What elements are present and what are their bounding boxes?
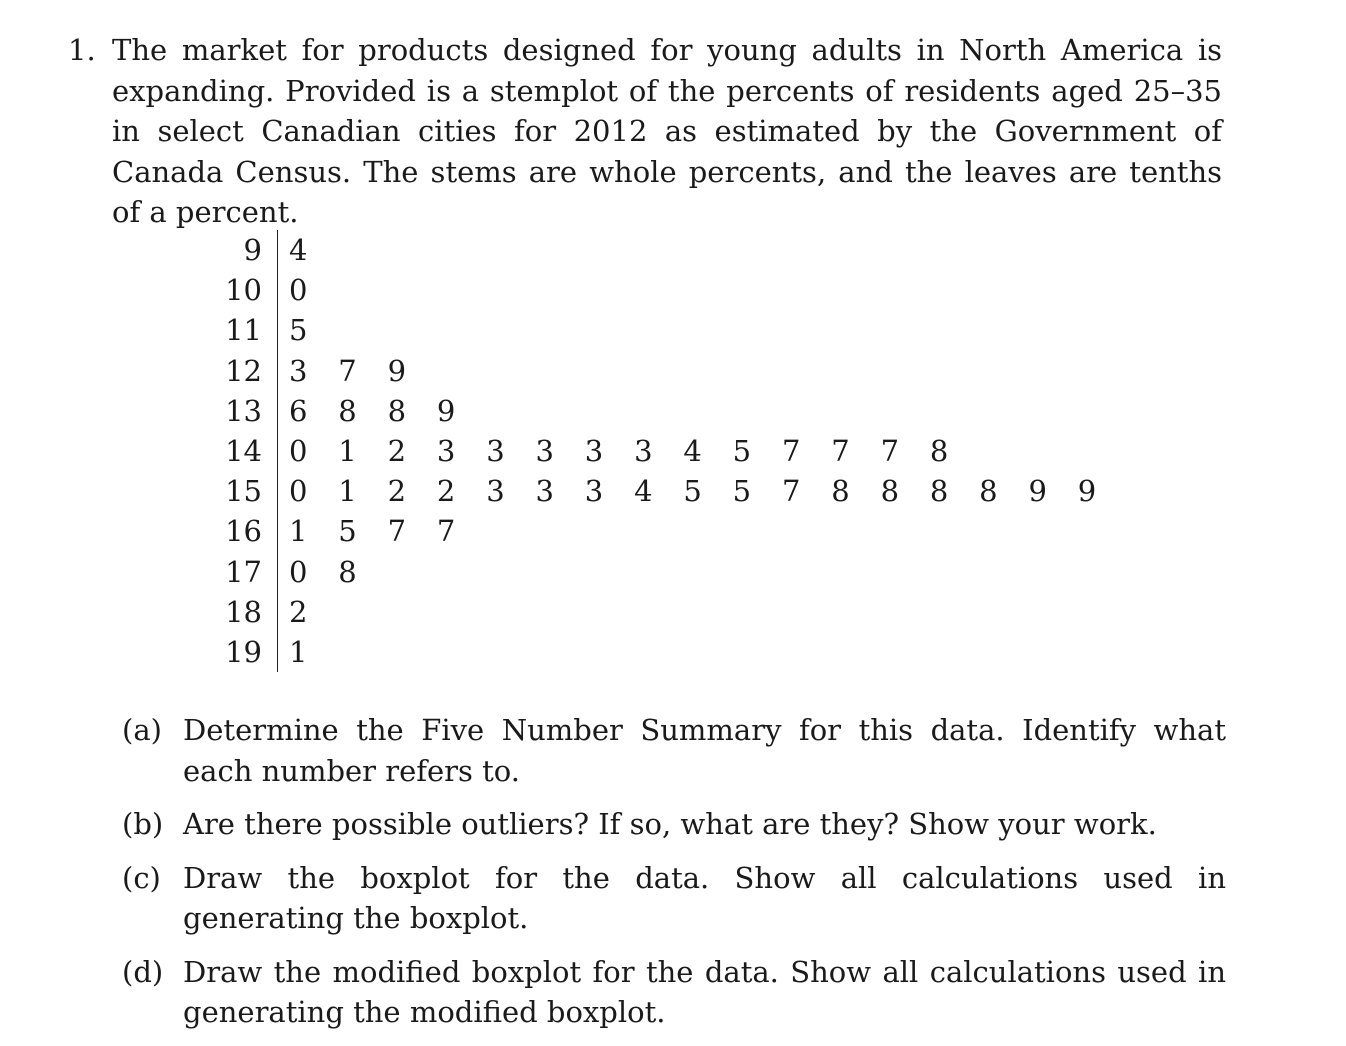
leaf: 8 <box>929 474 949 509</box>
leaf: 8 <box>831 474 850 509</box>
stemplot <box>205 230 1127 672</box>
stemplot-row <box>205 552 1127 592</box>
leaves <box>278 592 1128 632</box>
leaf: 4 <box>289 233 308 267</box>
leaf: 8 <box>880 474 900 509</box>
leaves <box>278 351 1128 391</box>
part-text: Draw the modified boxplot for the data. Show all calculations used in generating the modified boxplot. <box>183 954 1226 1029</box>
leaf: 3 <box>535 434 554 469</box>
stem: 11 <box>205 310 278 350</box>
leaf: 5 <box>683 474 702 509</box>
problem-text: The market for products designed for young adults in North America is expanding. Provided is a stemplot of the percents of residents aged 25–35 in select Canadian cities for 2012 as estimated by the Government of Canada Census. The stems are whole percents, and the leaves are tenths of a percent. <box>112 33 1222 229</box>
leaf: 7 <box>387 514 407 549</box>
stem: 13 <box>205 391 278 431</box>
leaf: 3 <box>584 474 604 509</box>
leaf: 4 <box>634 474 653 509</box>
leaves <box>278 270 1128 310</box>
leaf: 8 <box>979 474 998 509</box>
leaf: 7 <box>436 514 456 549</box>
leaves <box>278 471 1128 511</box>
leaf: 2 <box>387 434 407 469</box>
stemplot-body <box>205 230 1127 672</box>
leaf: 2 <box>289 594 308 629</box>
leaf: 3 <box>634 434 653 469</box>
stemplot-row <box>205 592 1127 632</box>
leaf: 3 <box>535 474 554 509</box>
leaves <box>278 431 1128 471</box>
leaves <box>278 632 1128 672</box>
stemplot-row <box>205 511 1127 551</box>
stemplot-row <box>205 471 1127 511</box>
stemplot-table <box>205 230 1127 672</box>
stemplot-row <box>205 310 1127 350</box>
leaf: 5 <box>732 474 752 509</box>
leaf: 4 <box>683 434 702 469</box>
leaves <box>278 230 1128 270</box>
leaf: 8 <box>338 554 357 589</box>
leaf: 3 <box>436 434 456 469</box>
question-part <box>122 952 1226 1033</box>
stemplot-row <box>205 230 1127 270</box>
leaf: 0 <box>289 434 308 469</box>
leaves <box>278 552 1128 592</box>
part-text: Are there possible outliers? If so, what are they? Show your work. <box>183 807 1157 841</box>
part-label: (b) <box>122 807 164 841</box>
stem: 17 <box>205 552 278 592</box>
part-label: (c) <box>122 860 161 895</box>
leaf: 9 <box>1028 474 1047 509</box>
leaf: 9 <box>1077 474 1097 509</box>
stem: 12 <box>205 351 278 391</box>
leaves <box>278 310 1128 350</box>
leaf: 3 <box>584 434 604 469</box>
stem: 10 <box>205 270 278 310</box>
leaf: 8 <box>387 393 407 428</box>
leaf: 2 <box>436 474 456 509</box>
part-label: (a) <box>122 713 162 747</box>
question-part <box>122 858 1226 939</box>
stem: 16 <box>205 511 278 551</box>
leaf: 8 <box>338 393 357 428</box>
leaf: 2 <box>387 474 407 509</box>
leaf: 5 <box>289 313 308 348</box>
question-part <box>122 804 1226 845</box>
leaf: 7 <box>781 434 801 469</box>
stemplot-row <box>205 632 1127 672</box>
problem-number: 1. <box>68 33 96 67</box>
leaf: 0 <box>289 554 308 589</box>
leaf: 1 <box>338 474 357 509</box>
leaf: 1 <box>289 514 308 549</box>
leaf: 9 <box>387 353 407 388</box>
stem: 9 <box>205 230 278 270</box>
stem: 19 <box>205 632 278 672</box>
leaf: 5 <box>338 514 357 549</box>
leaf: 7 <box>880 434 900 469</box>
question-part <box>122 710 1226 791</box>
leaf: 5 <box>732 434 752 469</box>
part-label: (d) <box>122 954 164 989</box>
part-text: Determine the Five Number Summary for this data. Identify what each number refers to. <box>183 713 1226 788</box>
leaf: 3 <box>289 353 308 388</box>
leaf: 6 <box>289 393 308 428</box>
leaf: 3 <box>486 474 505 509</box>
stem: 14 <box>205 431 278 471</box>
leaf: 3 <box>486 434 505 469</box>
leaf: 0 <box>289 273 308 308</box>
stemplot-row <box>205 431 1127 471</box>
leaf: 0 <box>289 474 308 509</box>
leaves <box>278 511 1128 551</box>
leaf: 1 <box>338 434 357 469</box>
stemplot-row <box>205 351 1127 391</box>
leaf: 1 <box>289 635 308 670</box>
leaf: 9 <box>436 393 456 428</box>
leaf: 7 <box>338 353 357 388</box>
part-text: Draw the boxplot for the data. Show all calculations used in generating the boxplot. <box>183 860 1226 935</box>
question-parts <box>122 710 1226 1046</box>
leaves <box>278 391 1128 431</box>
stemplot-row <box>205 391 1127 431</box>
stemplot-row <box>205 270 1127 310</box>
leaf: 7 <box>781 474 801 509</box>
leaf: 8 <box>929 434 949 469</box>
leaf: 7 <box>831 434 850 469</box>
stem: 15 <box>205 471 278 511</box>
stem: 18 <box>205 592 278 632</box>
